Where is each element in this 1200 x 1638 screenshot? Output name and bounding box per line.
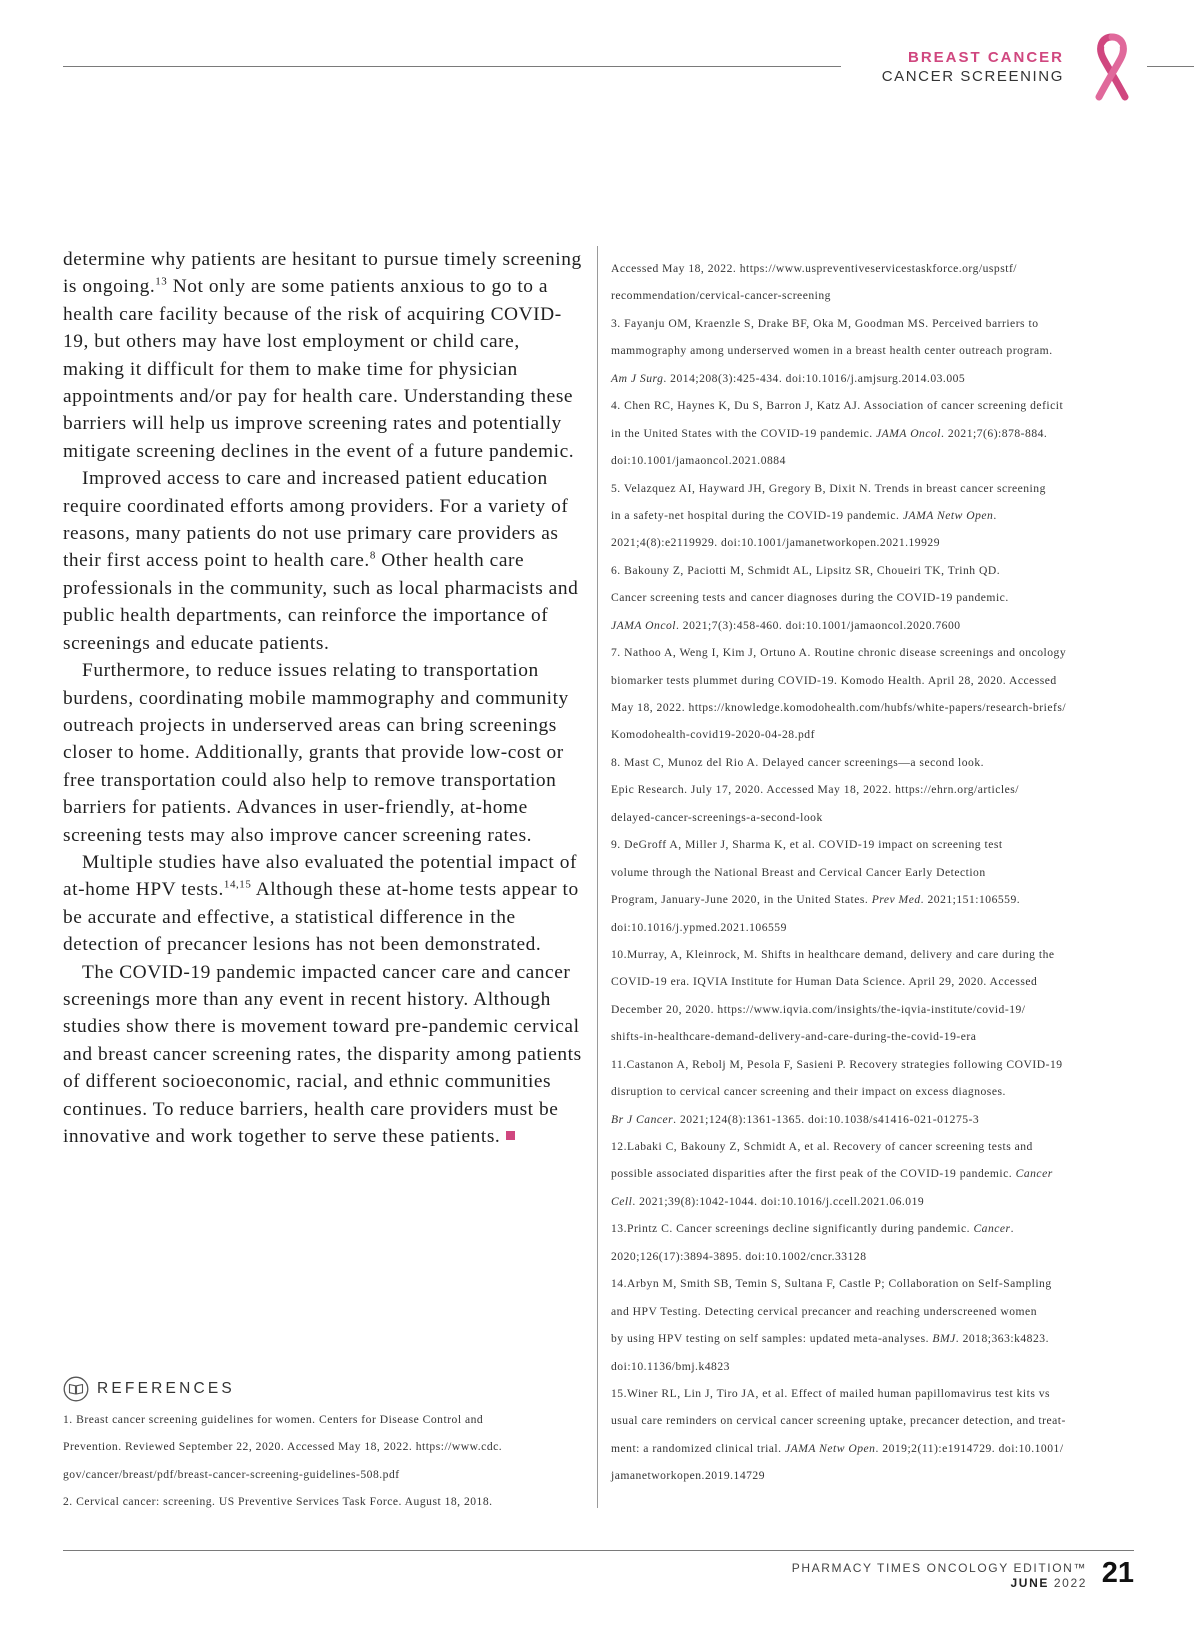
journal-title: Am J Surg xyxy=(611,371,664,385)
references-list-left xyxy=(63,1406,588,1516)
citation-superscript: 8 xyxy=(369,550,376,562)
issue-date xyxy=(792,1576,1087,1591)
journal-title: JAMA Netw Open xyxy=(902,508,994,522)
book-icon xyxy=(63,1376,89,1402)
body-paragraph: The COVID-19 pandemic impacted cancer care and cancer screenings more than any event in recent history. Although studies show there is movement toward pre-pandemic cervical and breast cancer screening rates, the disparity among patients of different socioeconomic, racial, and ethnic communities continues. To reduce barriers, health care providers must be innovative and work together to serve these patients. xyxy=(63,961,582,1147)
references-title: REFERENCES xyxy=(97,1380,235,1397)
references-list-right xyxy=(611,255,1156,1490)
reference-line: jamanetworkopen.2019.14729 xyxy=(611,1469,766,1483)
reference-line: recommendation/cervical-cancer-screening xyxy=(611,289,831,303)
journal-title: JAMA Oncol xyxy=(611,618,676,632)
section-header xyxy=(882,48,1064,87)
reference-line: 15.Winer RL, Lin J, Tiro JA, et al. Effect of mailed human papillomavirus test kits vs xyxy=(611,1386,1051,1400)
section-category: BREAST CANCER xyxy=(907,49,1064,66)
reference-line: Komodohealth-covid19-2020-04-28.pdf xyxy=(611,728,815,742)
reference-line: 9. DeGroff A, Miller J, Sharma K, et al. COVID-19 impact on screening test xyxy=(611,838,1003,852)
reference-line: JAMA Oncol. 2021;7(3):458-460. doi:10.1001/jamaoncol.2020.7600 xyxy=(611,618,961,632)
issue-year: 2022 xyxy=(1053,1576,1087,1590)
article-body xyxy=(63,246,585,1150)
end-of-article-mark xyxy=(506,1131,515,1140)
reference-line: 12.Labaki C, Bakouny Z, Schmidt A, et al. Recovery of cancer screening tests and xyxy=(611,1140,1033,1153)
reference-line: 10.Murray, A, Kleinrock, M. Shifts in healthcare demand, delivery and care during the xyxy=(611,947,1055,961)
journal-title: BMJ xyxy=(932,1332,956,1346)
footer xyxy=(792,1561,1087,1591)
issue-month: JUNE xyxy=(1010,1576,1049,1590)
reference-line: doi:10.1016/j.ypmed.2021.106559 xyxy=(611,920,787,934)
header-rule-left xyxy=(63,66,841,67)
reference-line: and HPV Testing. Detecting cervical precancer and reaching underscreened women xyxy=(611,1304,1037,1318)
reference-line: COVID-19 era. IQVIA Institute for Human Data Science. April 29, 2020. Accessed xyxy=(611,975,1038,989)
reference-line: Epic Research. July 17, 2020. Accessed May 18, 2022. https://ehrn.org/articles/ xyxy=(611,783,1019,797)
reference-line: December 20, 2020. https://www.iqvia.com/insights/the-iqvia-institute/covid-19/ xyxy=(611,1002,1026,1016)
reference-line: 8. Mast C, Munoz del Rio A. Delayed cancer screenings—a second look. xyxy=(611,755,985,769)
reference-line: Program, January-June 2020, in the United States. Prev Med. 2021;151:106559. xyxy=(611,893,1021,907)
reference-line: doi:10.1001/jamaoncol.2021.0884 xyxy=(611,454,786,468)
reference-line: by using HPV testing on self samples: updated meta-analyses. BMJ. 2018;363:k4823. xyxy=(611,1332,1049,1346)
reference-line: Cell. 2021;39(8):1042-1044. doi:10.1016/j.ccell.2021.06.019 xyxy=(611,1194,925,1208)
reference-line: 14.Arbyn M, Smith SB, Temin S, Sultana F, Castle P; Collaboration on Self-Sampling xyxy=(611,1277,1052,1291)
journal-title: Prev Med xyxy=(871,893,921,907)
journal-title: Br J Cancer xyxy=(611,1112,674,1126)
reference-line: ment: a randomized clinical trial. JAMA Netw Open. 2019;2(11):e1914729. doi:10.1001/ xyxy=(611,1441,1064,1455)
reference-line: 4. Chen RC, Haynes K, Du S, Barron J, Katz AJ. Association of cancer screening deficit xyxy=(611,399,1064,413)
reference-line: in a safety-net hospital during the COVID-19 pandemic. JAMA Netw Open. xyxy=(611,508,997,522)
reference-line: Accessed May 18, 2022. https://www.uspreventiveservicestaskforce.org/uspstf/ xyxy=(611,262,1018,275)
reference-line: 7. Nathoo A, Weng I, Kim J, Ortuno A. Routine chronic disease screenings and oncology xyxy=(611,646,1067,660)
references-heading xyxy=(63,1375,235,1403)
journal-title: Cancer xyxy=(1015,1167,1053,1181)
citation-superscript: 14,15 xyxy=(223,878,252,891)
reference-line: 2. Cervical cancer: screening. US Preventive Services Task Force. August 18, 2018. xyxy=(63,1495,493,1509)
body-paragraph: Multiple studies have also evaluated the potential impact of at-home HPV tests.$^{14,15}$ Although these at-home tests appear to be accurate and effective, a statistical difference in the detection of precancer lesions has not been demonstrated. xyxy=(63,851,579,956)
reference-line: possible associated disparities after the first peak of the COVID-19 pandemic. Cancer xyxy=(611,1167,1053,1181)
reference-line: 2021;4(8):e2119929. doi:10.1001/jamanetworkopen.2021.19929 xyxy=(611,536,940,550)
body-paragraph: determine why patients are hesitant to pursue timely screening is ongoing.$^{13}$ Not only are some patients anxious to go to a health care facility because of the risk of acquiring COVID-19, but others may have lost employment or child care, making it difficult for them to make time for physician appointments and/or pay for health care. Understanding these barriers will help us improve screening rates and potentially mitigate screening declines in the event of a future pandemic. xyxy=(63,249,582,462)
reference-line: mammography among underserved women in a breast health center outreach program. xyxy=(611,344,1053,358)
reference-line: 5. Velazquez AI, Hayward JH, Gregory B, Dixit N. Trends in breast cancer screening xyxy=(611,481,1046,495)
pink-ribbon-icon xyxy=(1088,33,1136,101)
header-rule-right xyxy=(1147,66,1194,67)
publication-name: PHARMACY TIMES ONCOLOGY EDITION™ xyxy=(791,1561,1087,1575)
journal-title: Cell xyxy=(611,1194,633,1208)
reference-line: disruption to cervical cancer screening and their impact on excess diagnoses. xyxy=(611,1085,1006,1099)
column-divider xyxy=(597,246,598,1508)
reference-line: 3. Fayanju OM, Kraenzle S, Drake BF, Oka M, Goodman MS. Perceived barriers to xyxy=(611,316,1039,330)
reference-line: usual care reminders on cervical cancer screening uptake, precancer detection, and treat- xyxy=(611,1414,1066,1428)
reference-line: Br J Cancer. 2021;124(8):1361-1365. doi:10.1038/s41416-021-01275-3 xyxy=(611,1112,980,1126)
reference-line: biomarker tests plummet during COVID-19. Komodo Health. April 28, 2020. Accessed xyxy=(611,673,1057,687)
reference-line: Prevention. Reviewed September 22, 2020. Accessed May 18, 2022. https://www.cdc. xyxy=(63,1440,503,1454)
reference-line: delayed-cancer-screenings-a-second-look xyxy=(611,810,823,824)
body-paragraph: Improved access to care and increased patient education require coordinated efforts among providers. For a variety of reasons, many patients do not use primary care providers as their first access point to health care.$^8$ Other health care professionals in the community, such as local pharmacists and public health departments, can reinforce the importance of screenings and educate patients. xyxy=(63,468,579,654)
page-number: 21 xyxy=(1101,1557,1134,1589)
reference-line: gov/cancer/breast/pdf/breast-cancer-screening-guidelines-508.pdf xyxy=(63,1467,400,1481)
reference-line: shifts-in-healthcare-demand-delivery-and-care-during-the-covid-19-era xyxy=(611,1030,977,1044)
reference-line: Cancer screening tests and cancer diagnoses during the COVID-19 pandemic. xyxy=(611,591,1009,605)
reference-line: 2020;126(17):3894-3895. doi:10.1002/cncr.33128 xyxy=(611,1249,867,1263)
journal-title: JAMA Netw Open xyxy=(784,1441,876,1455)
reference-line: 13.Printz C. Cancer screenings decline significantly during pandemic. Cancer. xyxy=(611,1222,1014,1236)
body-paragraph: Furthermore, to reduce issues relating to transportation burdens, coordinating mobile mammography and community outreach projects in underserved areas can bring screenings closer to home. Additionally, grants that provide low-cost or free transportation could also help to remove transportation barriers for patients. Advances in user-friendly, at-home screening tests may also improve cancer screening rates. xyxy=(63,660,569,846)
reference-line: in the United States with the COVID-19 pandemic. JAMA Oncol. 2021;7(6):878-884. xyxy=(611,426,1048,440)
reference-line: volume through the National Breast and Cervical Cancer Early Detection xyxy=(611,865,986,879)
reference-line: doi:10.1136/bmj.k4823 xyxy=(611,1359,730,1373)
reference-line: Am J Surg. 2014;208(3):425-434. doi:10.1016/j.amjsurg.2014.03.005 xyxy=(611,371,966,385)
reference-line: 1. Breast cancer screening guidelines for women. Centers for Disease Control and xyxy=(63,1413,484,1426)
journal-title: JAMA Oncol xyxy=(876,426,942,440)
reference-line: 6. Bakouny Z, Paciotti M, Schmidt AL, Lipsitz SR, Choueiri TK, Trinh QD. xyxy=(611,563,1001,577)
section-subcategory: CANCER SCREENING xyxy=(881,68,1064,85)
reference-line: May 18, 2022. https://knowledge.komodohealth.com/hubfs/white-papers/research-briefs/ xyxy=(611,701,1067,714)
journal-title: Cancer xyxy=(973,1222,1011,1236)
citation-superscript: 13 xyxy=(155,275,168,288)
footer-rule xyxy=(63,1550,1134,1551)
reference-line: 11.Castanon A, Rebolj M, Pesola F, Sasieni P. Recovery strategies following COVID-19 xyxy=(611,1057,1063,1071)
